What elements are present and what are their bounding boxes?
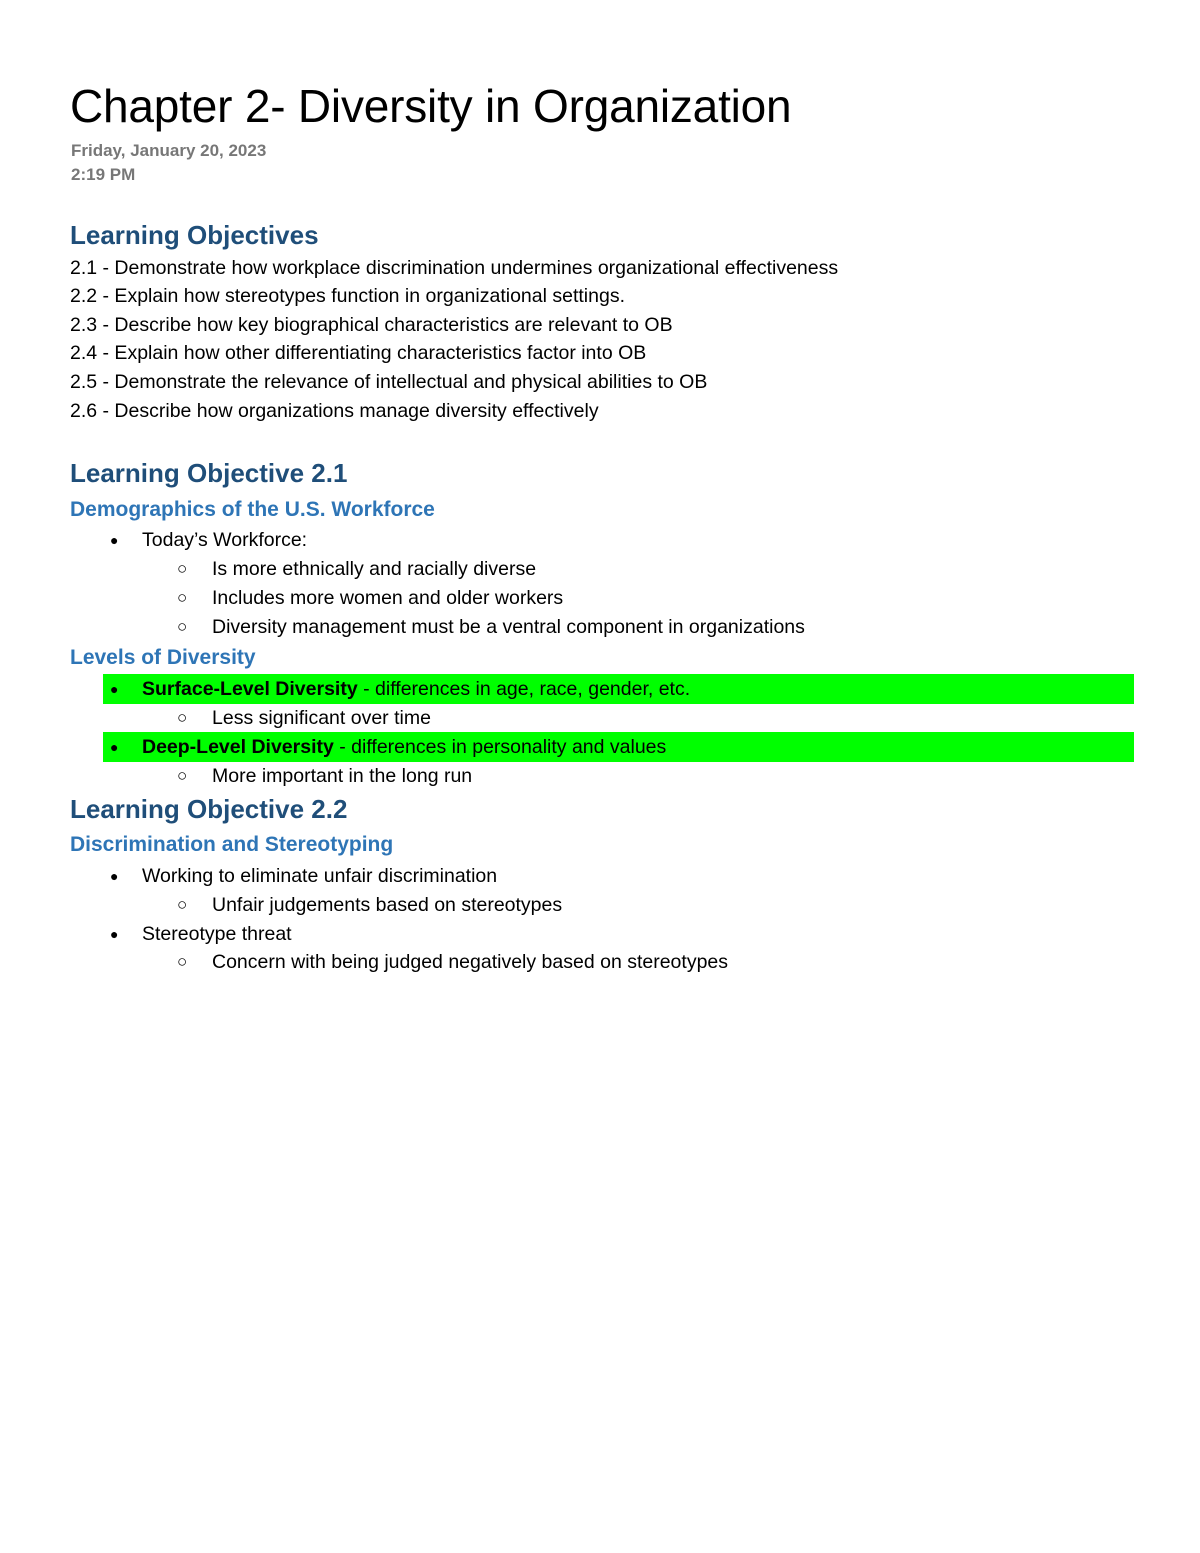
list-item: Is more ethnically and racially diverse xyxy=(212,558,537,580)
list-item: Today’s Workforce: xyxy=(142,529,308,551)
objective-item: 2.1 - Demonstrate how workplace discrimination undermines organizational effectiveness xyxy=(70,257,839,279)
objective-item: 2.5 - Demonstrate the relevance of intellectual and physical abilities to OB xyxy=(70,371,708,393)
objective-item: 2.6 - Describe how organizations manage diversity effectively xyxy=(70,400,599,422)
objective-item: 2.2 - Explain how stereotypes function in organizational settings. xyxy=(70,285,625,307)
page-title: Chapter 2- Diversity in Organization xyxy=(70,80,792,132)
discrimination-subheading: Discrimination and Stereotyping xyxy=(70,833,394,856)
demographics-subheading: Demographics of the U.S. Workforce xyxy=(70,498,435,521)
list-item: Includes more women and older workers xyxy=(212,587,564,609)
bullet-disc-icon: ● xyxy=(110,681,119,697)
bullet-disc-icon: ● xyxy=(110,532,119,548)
list-item: Unfair judgements based on stereotypes xyxy=(212,894,563,916)
bullet-circle-icon: ○ xyxy=(177,559,188,578)
deep-level-term: Deep-Level Diversity xyxy=(142,736,334,758)
list-item: Concern with being judged negatively based on stereotypes xyxy=(212,951,729,973)
list-item: Less significant over time xyxy=(212,707,431,729)
lo21-heading: Learning Objective 2.1 xyxy=(70,458,348,488)
list-item: Working to eliminate unfair discrimination xyxy=(142,865,498,887)
bullet-disc-icon: ● xyxy=(110,926,119,942)
bullet-circle-icon: ○ xyxy=(177,588,188,607)
bullet-disc-icon: ● xyxy=(110,868,119,884)
note-date: Friday, January 20, 2023 xyxy=(71,141,267,160)
bullet-disc-icon: ● xyxy=(110,739,119,755)
note-time: 2:19 PM xyxy=(71,165,136,184)
objective-item: 2.4 - Explain how other differentiating characteristics factor into OB xyxy=(70,342,647,364)
objective-item: 2.3 - Describe how key biographical characteristics are relevant to OB xyxy=(70,314,673,336)
levels-subheading: Levels of Diversity xyxy=(70,646,256,669)
surface-level-desc: - differences in age, race, gender, etc. xyxy=(357,678,691,700)
list-item: More important in the long run xyxy=(212,765,473,787)
bullet-circle-icon: ○ xyxy=(177,895,188,914)
lo22-heading: Learning Objective 2.2 xyxy=(70,794,348,824)
list-item: Diversity management must be a ventral component in organizations xyxy=(212,616,805,638)
bullet-circle-icon: ○ xyxy=(177,708,188,727)
list-item: Stereotype threat xyxy=(142,923,292,945)
deep-level-desc: - differences in personality and values xyxy=(333,736,667,758)
list-item xyxy=(142,676,690,702)
list-item xyxy=(142,734,666,760)
learning-objectives-heading: Learning Objectives xyxy=(70,220,319,250)
bullet-circle-icon: ○ xyxy=(177,617,188,636)
surface-level-term: Surface-Level Diversity xyxy=(142,678,358,700)
bullet-circle-icon: ○ xyxy=(177,952,188,971)
bullet-circle-icon: ○ xyxy=(177,766,188,785)
